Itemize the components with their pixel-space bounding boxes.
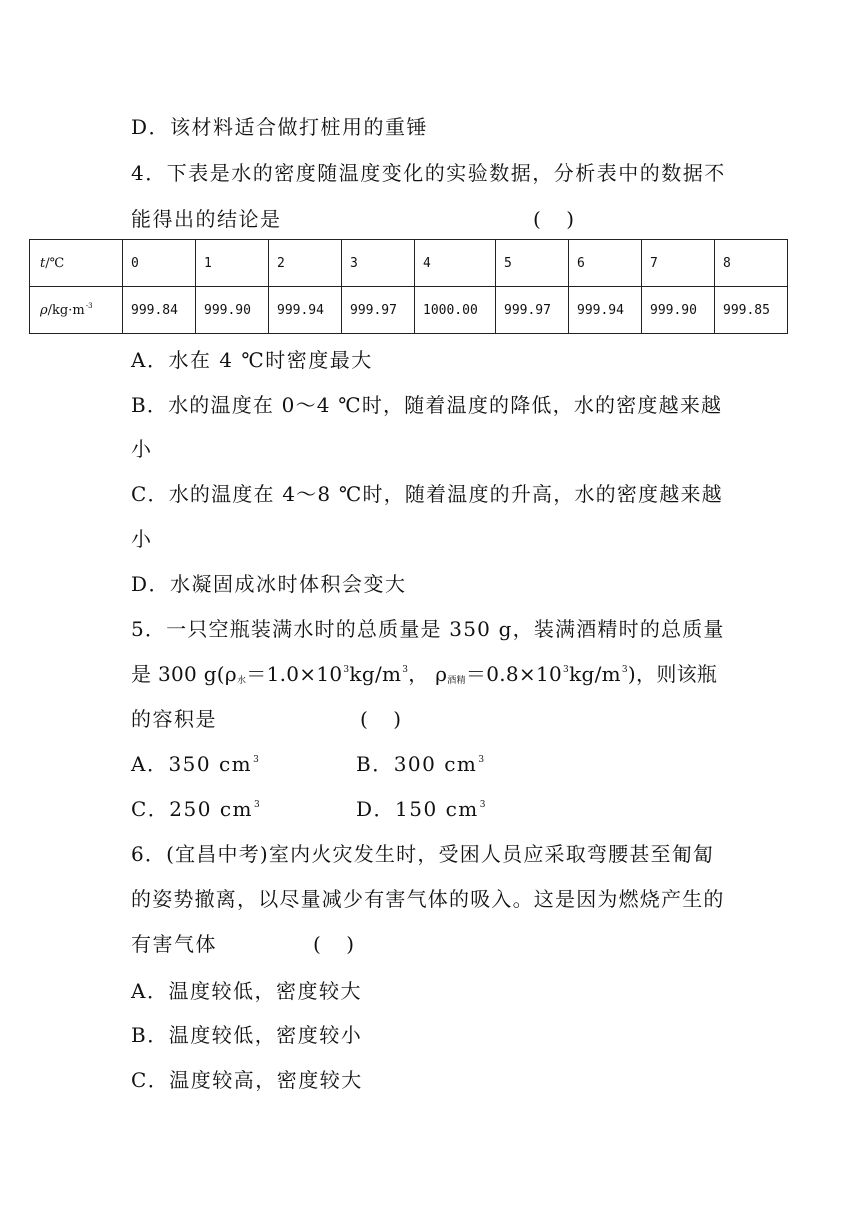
temperature-header: t/℃ bbox=[30, 240, 123, 287]
temperature-row bbox=[30, 240, 788, 287]
density-cell: 999.85 bbox=[715, 287, 788, 334]
q4-answer-blank: ( ) bbox=[533, 207, 575, 231]
q5-stem-line2: 是 300 $g(\rho_水=1.0\times 10^3kg/m^3$， $\rho_{酒精}=0.8\times 10^3kg/m^3$)，则该瓶 bbox=[131, 662, 718, 686]
density-cell: 999.94 bbox=[269, 287, 342, 334]
temperature-cell: 5 bbox=[496, 240, 569, 287]
q5-answer-blank: ( ) bbox=[360, 707, 402, 731]
density-cell: 1000.00 bbox=[415, 287, 496, 334]
temperature-cell: 2 bbox=[269, 240, 342, 287]
q5-stem-line3: 的容积是 bbox=[131, 707, 217, 731]
q4-option-c-line2: 小 bbox=[131, 527, 153, 551]
q6-option-b: B．温度较低，密度较小 bbox=[131, 1023, 363, 1047]
q4-option-b-line2: 小 bbox=[131, 437, 153, 461]
q5-option-d: D．150 $cm^3$ bbox=[356, 797, 487, 821]
temperature-cell: 4 bbox=[415, 240, 496, 287]
q4-option-d: D．水凝固成冰时体积会变大 bbox=[131, 572, 407, 596]
q3-option-d: D．该材料适合做打桩用的重锤 bbox=[131, 115, 429, 139]
temperature-cell: 6 bbox=[569, 240, 642, 287]
q6-stem-line2: 的姿势撤离，以尽量减少有害气体的吸入。这是因为燃烧产生的 bbox=[131, 887, 725, 911]
density-table bbox=[29, 239, 788, 334]
q5-option-b: B．300 $cm^3$ bbox=[356, 752, 486, 776]
q4-stem-line1: 4．下表是水的密度随温度变化的实验数据，分析表中的数据不 bbox=[131, 161, 726, 185]
q4-stem-line2: 能得出的结论是 bbox=[131, 207, 282, 231]
q6-answer-blank: ( ) bbox=[313, 932, 355, 956]
temperature-cell: 7 bbox=[642, 240, 715, 287]
q5-options-row1 bbox=[131, 750, 260, 778]
q5-option-c: C．250 $cm^3$ bbox=[131, 797, 262, 821]
q6-stem-line1: 6．(宜昌中考)室内火灾发生时，受困人员应采取弯腰甚至匍匐 bbox=[131, 842, 715, 866]
q6-option-a: A．温度较低，密度较大 bbox=[131, 979, 362, 1003]
temperature-cell: 8 bbox=[715, 240, 788, 287]
density-cell: 999.94 bbox=[569, 287, 642, 334]
q4-option-a: A．水在 4 ℃时密度最大 bbox=[131, 348, 373, 372]
density-cell: 999.90 bbox=[196, 287, 269, 334]
q5-stem-line1: 5．一只空瓶装满水时的总质量是 350 g，装满酒精时的总质量 bbox=[131, 617, 725, 641]
temperature-cell: 1 bbox=[196, 240, 269, 287]
temperature-cell: 0 bbox=[123, 240, 196, 287]
density-cell: 999.90 bbox=[642, 287, 715, 334]
q6-option-c: C．温度较高，密度较大 bbox=[131, 1068, 363, 1092]
density-cell: 999.97 bbox=[342, 287, 415, 334]
q5-option-a: A．350 $cm^3$ bbox=[131, 752, 261, 776]
density-cell: 999.97 bbox=[496, 287, 569, 334]
q6-stem-line3: 有害气体 bbox=[131, 932, 217, 956]
density-cell: 999.84 bbox=[123, 287, 196, 334]
density-row bbox=[30, 287, 788, 334]
density-header: $\rho/kg\cdot m^{-3}$ bbox=[30, 287, 123, 334]
q4-option-b-line1: B．水的温度在 0～4 ℃时，随着温度的降低，水的密度越来越 bbox=[131, 393, 723, 417]
temperature-cell: 3 bbox=[342, 240, 415, 287]
q4-option-c-line1: C．水的温度在 4～8 ℃时，随着温度的升高，水的密度越来越 bbox=[131, 482, 723, 506]
